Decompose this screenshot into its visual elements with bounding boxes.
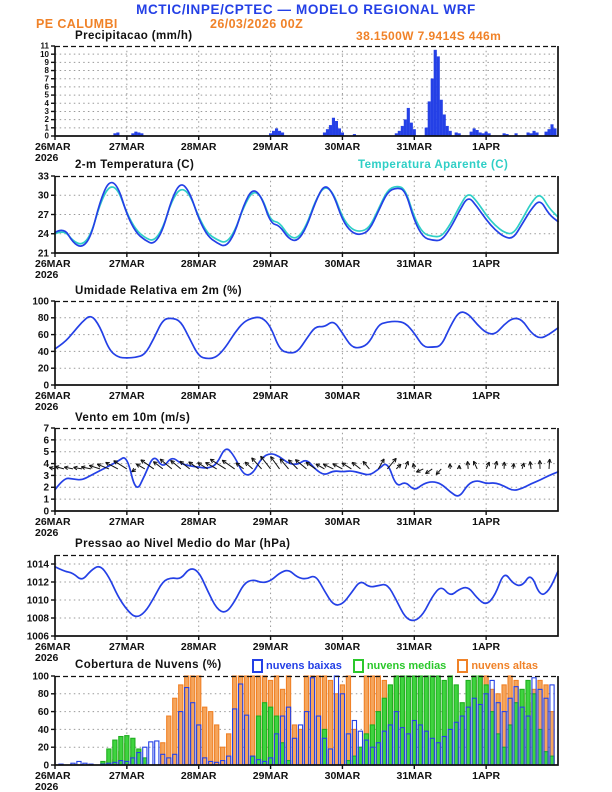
x-tick-label: 28MAR	[180, 258, 217, 270]
x-year-label: 2026	[35, 269, 59, 281]
panel-title-humidity: Umidade Relativa em 2m (%)	[75, 285, 242, 297]
panel-plot-clouds	[0, 671, 612, 792]
x-tick-label: 26MAR	[35, 258, 71, 270]
y-tick-label: 80	[37, 689, 49, 701]
y-tick-label: 6	[43, 435, 49, 447]
panel-title-pressure: Pressao ao Nivel Medio do Mar (hPa)	[75, 538, 291, 550]
x-tick-label: 28MAR	[180, 641, 217, 653]
grid	[55, 46, 558, 136]
legend-apparent-temperature: Temperatura Aparente (C)	[358, 159, 509, 171]
x-tick-label: 26MAR	[35, 390, 71, 402]
y-tick-label: 0	[44, 131, 49, 141]
y-tick-label: 2	[43, 482, 49, 494]
panel-plot-precip	[0, 41, 612, 168]
y-tick-label: 1014	[26, 559, 49, 571]
panel-title-cloud-cover: Cobertura de Nuvens (%)	[75, 659, 222, 671]
panel-title-precipitation: Precipitacao (mm/h)	[75, 30, 193, 42]
y-tick-label: 27	[37, 209, 49, 221]
panel-title-temperature: 2-m Temperatura (C)	[75, 159, 195, 171]
x-tick-label: 31MAR	[396, 770, 433, 782]
x-tick-label: 26MAR	[35, 141, 71, 153]
panel-plot-temp	[0, 171, 612, 285]
x-tick-label: 29MAR	[252, 641, 289, 653]
x-tick-label: 29MAR	[252, 770, 289, 782]
x-tick-label: 28MAR	[180, 516, 217, 528]
y-tick-label: 7	[43, 423, 49, 435]
run-datetime: 26/03/2026 00Z	[210, 17, 304, 31]
series	[55, 567, 558, 621]
y-tick-label: 33	[37, 171, 49, 183]
x-tick-label: 29MAR	[252, 390, 289, 402]
y-tick-label: 1008	[26, 613, 49, 625]
y-tick-label: 2	[44, 115, 49, 125]
legend-high-clouds-label: nuvens altas	[471, 660, 538, 672]
series	[114, 50, 557, 136]
y-tick-label: 1	[43, 494, 49, 506]
x-tick-label: 30MAR	[324, 390, 361, 402]
x-tick-label: 31MAR	[396, 258, 433, 270]
y-tick-label: 20	[37, 363, 49, 375]
panel-plot-wind	[0, 423, 612, 543]
panel-title-wind: Vento em 10m (m/s)	[75, 412, 191, 424]
series	[59, 676, 554, 765]
x-tick-label: 28MAR	[180, 390, 217, 402]
series	[49, 449, 558, 496]
y-tick-label: 8	[44, 66, 49, 76]
y-tick-label: 1006	[26, 631, 49, 643]
x-tick-label: 31MAR	[396, 516, 433, 528]
y-tick-label: 7	[44, 74, 49, 84]
y-tick-label: 0	[43, 380, 49, 392]
y-tick-label: 1012	[26, 577, 49, 589]
x-year-label: 2026	[35, 152, 59, 164]
y-tick-label: 40	[37, 346, 49, 358]
y-tick-label: 60	[37, 707, 49, 718]
y-tick-label: 30	[37, 190, 49, 202]
x-tick-label: 29MAR	[252, 258, 289, 270]
panel-plot-rh	[0, 296, 612, 417]
x-tick-label: 30MAR	[324, 641, 361, 653]
x-tick-label: 28MAR	[180, 770, 217, 782]
y-tick-label: 1	[44, 123, 49, 133]
axes	[35, 42, 558, 164]
y-tick-label: 6	[44, 82, 49, 92]
y-tick-label: 3	[44, 107, 49, 117]
x-tick-label: 26MAR	[35, 641, 71, 653]
station-name: PE CALUMBI	[36, 17, 118, 31]
x-tick-label: 31MAR	[396, 390, 433, 402]
grid	[55, 555, 558, 636]
y-tick-label: 9	[44, 57, 49, 67]
y-tick-label: 100	[32, 671, 49, 683]
x-tick-label: 27MAR	[109, 641, 145, 653]
y-tick-label: 5	[44, 90, 49, 100]
x-tick-label: 31MAR	[396, 641, 433, 653]
x-year-label: 2026	[35, 401, 59, 413]
y-tick-label: 100	[32, 296, 49, 308]
y-tick-label: 5	[43, 447, 49, 459]
x-tick-label: 29MAR	[252, 141, 289, 153]
y-tick-label: 4	[44, 98, 49, 108]
panel-plot-pres	[0, 555, 612, 668]
x-tick-label: 1APR	[472, 770, 501, 782]
y-tick-label: 0	[43, 506, 49, 518]
x-tick-label: 30MAR	[324, 770, 361, 782]
x-tick-label: 27MAR	[109, 770, 145, 782]
x-tick-label: 1APR	[472, 141, 501, 153]
x-tick-label: 26MAR	[35, 770, 71, 782]
y-tick-label: 24	[37, 229, 49, 241]
x-year-label: 2026	[35, 527, 59, 539]
x-year-label: 2026	[35, 652, 59, 664]
y-tick-label: 3	[43, 470, 49, 482]
y-tick-label: 0	[43, 760, 49, 772]
x-tick-label: 30MAR	[324, 516, 361, 528]
x-tick-label: 26MAR	[35, 516, 71, 528]
axes	[27, 555, 558, 664]
x-tick-label: 1APR	[472, 258, 501, 270]
x-tick-label: 1APR	[472, 390, 501, 402]
x-tick-label: 29MAR	[252, 516, 289, 528]
x-tick-label: 27MAR	[109, 141, 145, 153]
y-tick-label: 4	[43, 458, 49, 470]
x-tick-label: 1APR	[472, 641, 501, 653]
location-coordinates: 38.1500W 7.9414S 446m	[356, 29, 502, 43]
page-title: MCTIC/INPE/CPTEC — MODELO REGIONAL WRF	[136, 2, 476, 17]
grid	[55, 301, 558, 385]
y-tick-label: 10	[40, 49, 49, 59]
x-tick-label: 1APR	[472, 516, 501, 528]
y-tick-label: 1010	[26, 595, 49, 607]
x-tick-label: 28MAR	[180, 141, 217, 153]
y-tick-label: 40	[37, 724, 49, 736]
y-tick-label: 21	[37, 248, 49, 260]
y-tick-label: 11	[40, 41, 49, 51]
x-tick-label: 27MAR	[109, 516, 145, 528]
x-year-label: 2026	[35, 781, 59, 792]
y-tick-label: 20	[37, 742, 49, 754]
legend-mid-clouds-label: nuvens medias	[366, 660, 447, 672]
x-tick-label: 30MAR	[324, 258, 361, 270]
x-tick-label: 27MAR	[109, 390, 145, 402]
x-tick-label: 27MAR	[109, 258, 145, 270]
legend-low-clouds-label: nuvens baixas	[266, 660, 342, 672]
axes	[32, 296, 558, 413]
x-tick-label: 31MAR	[396, 141, 433, 153]
x-tick-label: 30MAR	[324, 141, 361, 153]
y-tick-label: 80	[37, 313, 49, 325]
y-tick-label: 60	[37, 330, 49, 341]
